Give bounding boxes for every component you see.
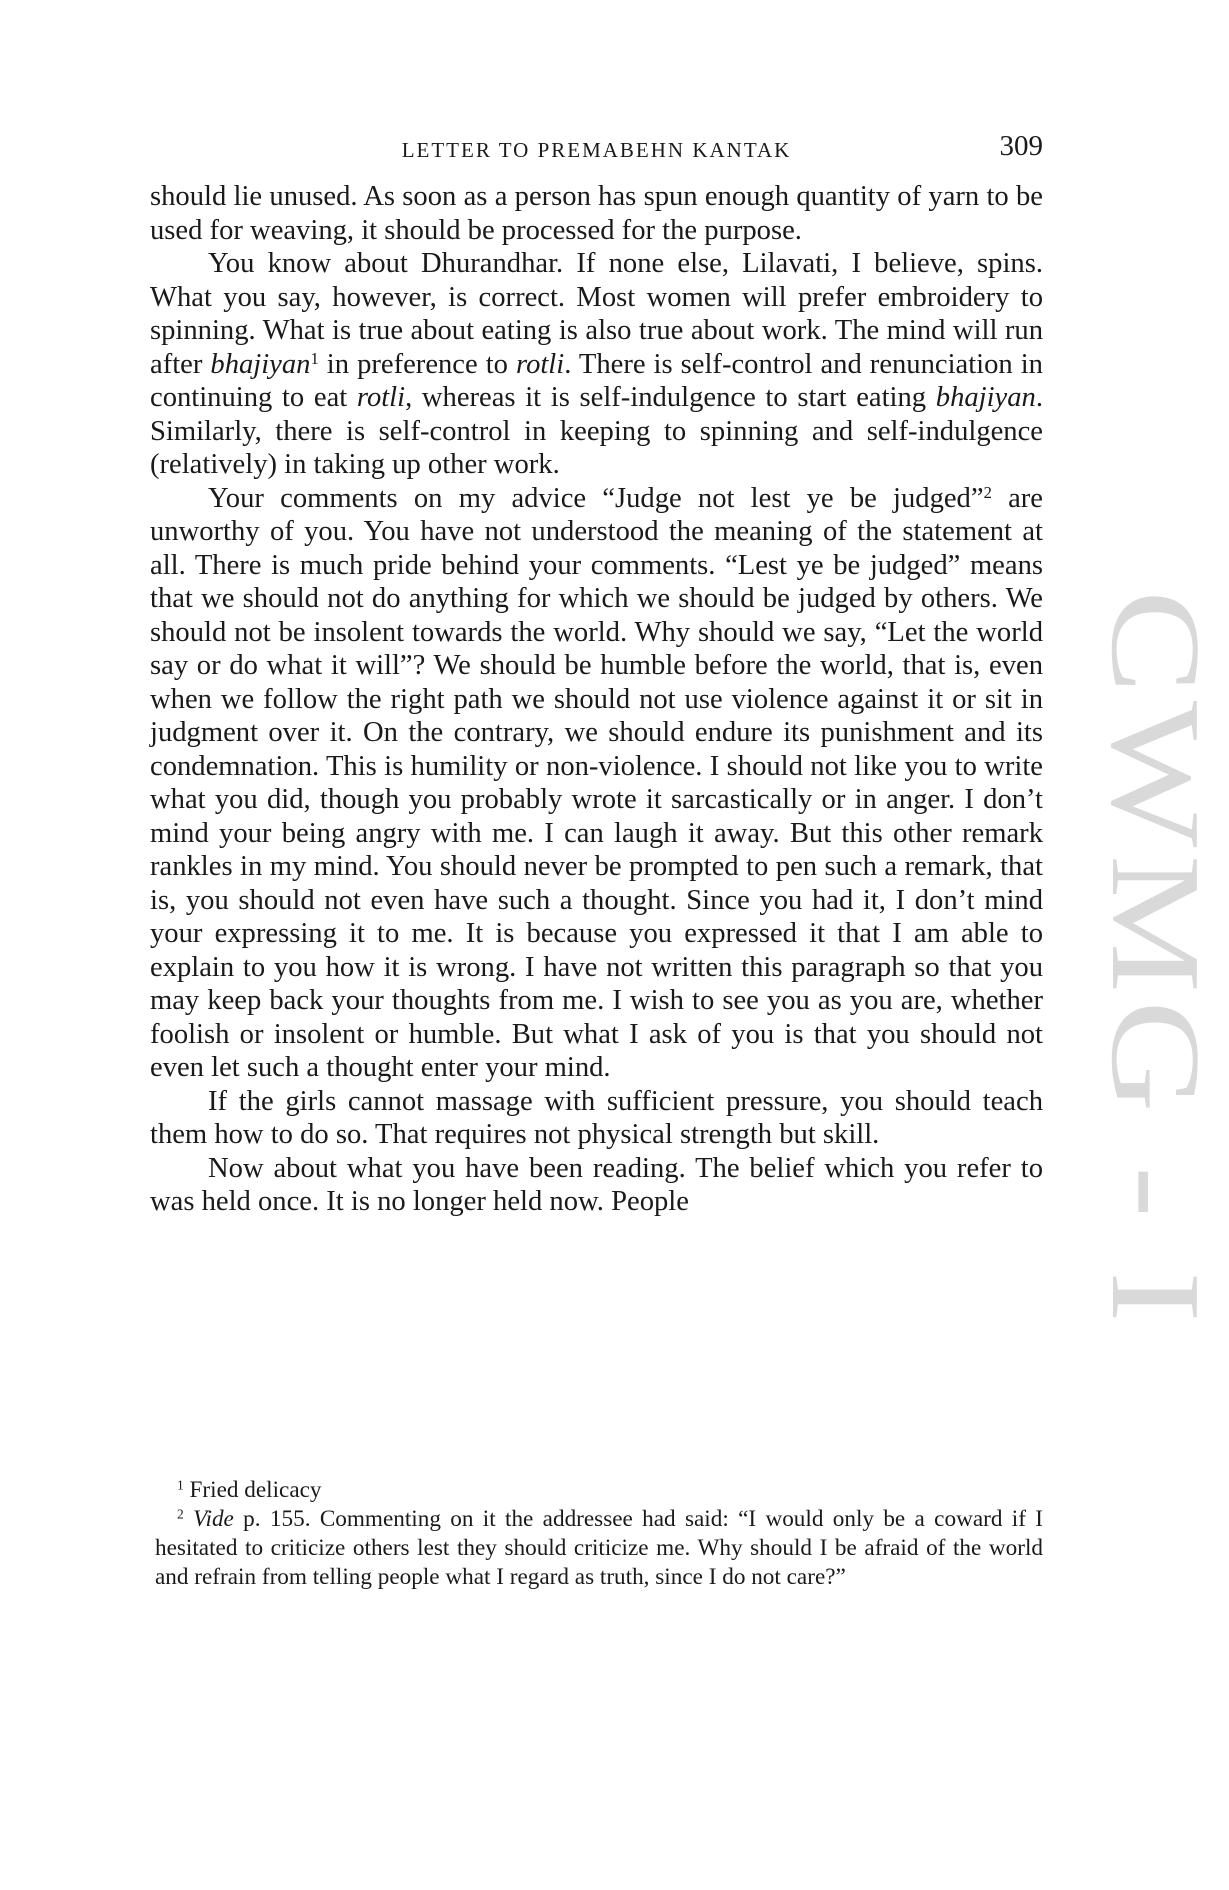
footnote-ref-1: 1 bbox=[310, 348, 319, 368]
paragraph-3 bbox=[150, 482, 1043, 1085]
paragraph-3-text-b: are unworthy of you. You have not understood the meaning of the statement at all. There is much pride behind your comments. “Lest ye be judged” means that we should not do anything for which we should be judged by others. We should not be insolent towards the world. Why should we say, “Let the world say or do what it will”? We should be humble before the world, that is, even when we follow the right path we should not use violence against it or sit in judgment over it. On the contrary, we should endure its punishment and its condemnation. This is humility or non-violence. I should not like you to write what you did, though you probably wrote it sarcastically or in anger. I don’t mind your being angry with me. I can laugh it away. But this other remark rankles in my mind. You should never be prompted to pen such a remark, that is, you should not even have such a thought. Since you had it, I don’t mind your expressing it to me. It is because you expressed it that I am able to explain to you how it is wrong. I have not written this paragraph so that you may keep back your thoughts from me. I wish to see you as you are, whether foolish or insolent or humble. But what I ask of you is that you should not even let such a thought enter your mind. bbox=[150, 482, 1043, 1083]
footnotes bbox=[155, 1476, 1043, 1592]
term-bhajiyan: bhajiyan bbox=[210, 348, 311, 380]
term-bhajiyan-2: bhajiyan bbox=[935, 382, 1036, 413]
paragraph-2-text-a: You know about Dhurandhar. If none else, Lilavati, I believe, spins. What you say, however, is correct. Most women will prefer embroidery to spinning. What is true about eating is also true about work. The mind will run after bbox=[150, 248, 1043, 380]
footnote-2-text: p. 155. Commenting on it the addressee had said: “I would only be a coward if I hesitated to criticize others lest they should criticize me. Why should I be afraid of the world and refrain from telling people what I regard as truth, since I do not care?” bbox=[155, 1506, 1043, 1590]
running-title: LETTER TO PREMABEHN KANTAK bbox=[401, 138, 792, 162]
footnote-2-mark: 2 bbox=[177, 1506, 184, 1522]
term-rotli-2: rotli bbox=[356, 382, 406, 413]
footnote-2 bbox=[155, 1505, 1043, 1592]
footnote-1-text: Fried delicacy bbox=[183, 1477, 322, 1503]
watermark-graphic bbox=[1003, 590, 1227, 1330]
paragraph-2-text-e: . Similarly, there is self-control in keeping to spinning and self-indulgence (relatively) in taking up other work. bbox=[150, 382, 1043, 480]
body-text bbox=[150, 180, 1043, 1219]
paragraph-2-text-b: in preference to bbox=[318, 348, 516, 380]
paragraph-2-text-d: , whereas it is self-indulgence to start eating bbox=[405, 382, 936, 413]
paragraph-2 bbox=[150, 247, 1043, 482]
paragraph-3-text-a: Your comments on my advice “Judge not lest ye be judged” bbox=[208, 482, 984, 514]
footnote-1 bbox=[155, 1476, 1043, 1505]
term-rotli: rotli bbox=[516, 348, 565, 380]
footnote-ref-2: 2 bbox=[983, 482, 992, 502]
paragraph-5: Now about what you have been reading. The belief which you refer to was held once. It is no longer held now. People bbox=[150, 1152, 1043, 1217]
watermark-text: CWMG - I bbox=[1085, 590, 1227, 1200]
page-number: 309 bbox=[999, 130, 1043, 162]
running-head bbox=[150, 130, 1043, 168]
footnote-2-vide: Vide bbox=[193, 1506, 234, 1532]
footnote-1-mark: 1 bbox=[177, 1477, 184, 1493]
watermark bbox=[1003, 590, 1227, 1330]
paragraph-2-text-c: . There is self-control and renunciation in continuing to eat bbox=[150, 348, 1043, 413]
paragraph-1: should lie unused. As soon as a person has spun enough quantity of yarn to be used for weaving, it should be processed for the purpose. bbox=[150, 181, 1043, 246]
paragraph-4: If the girls cannot massage with sufficient pressure, you should teach them how to do so. That requires not physical strength but skill. bbox=[150, 1085, 1043, 1150]
